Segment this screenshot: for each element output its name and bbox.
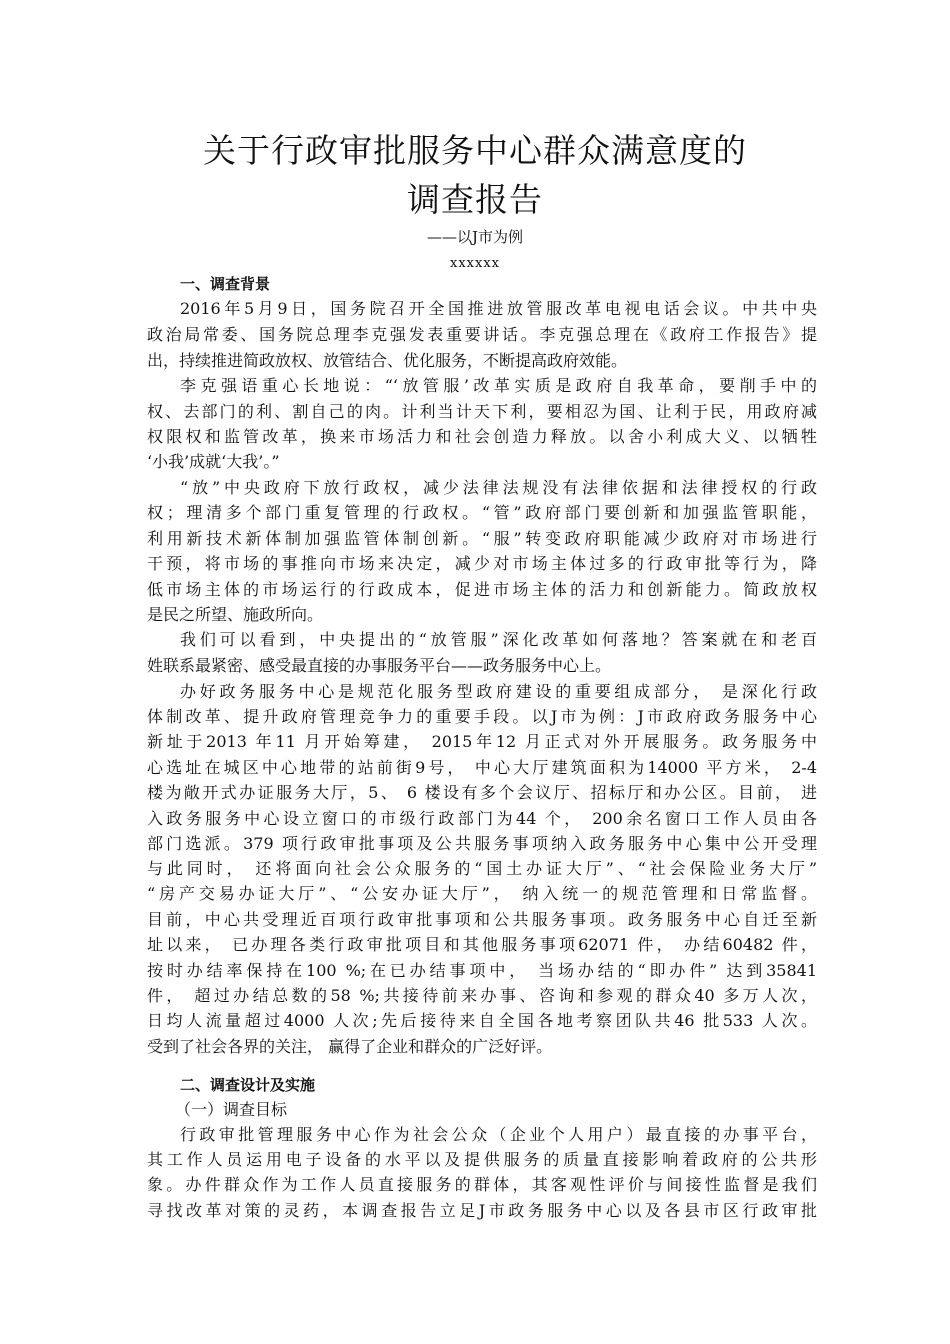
- paragraph-line: 体制改革、提升政府管理竞争力的重要手段。以J市为例：J市政府政务服务中心: [147, 707, 817, 726]
- paragraph-line: 出，持续推进简政放权、放管结合、优化服务，不断提高政府效能。: [147, 351, 628, 370]
- paragraph-line: 办好政务服务中心是规范化服务型政府建设的重要组成部分， 是深化行政: [180, 682, 817, 701]
- paragraph-line: ‘小我’成就‘大我’。”: [147, 452, 280, 471]
- paragraph-line: 按时办结率保持在100 %;在已办结事项中， 当场办结的“即办件” 达到35841: [147, 961, 817, 980]
- paragraph-line: 址以来， 已办理各类行政审批项目和其他服务事项62071 件， 办结60482 件，: [147, 935, 817, 954]
- paragraph-line: 其工作人员运用电子设备的水平以及提供服务的质量直接影响着政府的公共形: [147, 1150, 817, 1169]
- paragraph-line: 部门选派。379 项行政审批事项及公共服务事项纳入政务服务中心集中公开受理: [147, 834, 817, 853]
- document-author: xxxxxx: [450, 256, 500, 271]
- paragraph-line: 寻找改革对策的灵药，本调查报告立足J市政务服务中心以及各县市区行政审批: [147, 1201, 817, 1220]
- section-2-subheading: （一）调查目标: [175, 1100, 288, 1119]
- paragraph-line: 权限权和监管改革，换来市场活力和社会创造力释放。以舍小利成大义、以牺牲: [147, 427, 817, 446]
- paragraph-line: 新址于2013 年11 月开始筹建， 2015年12 月正式对外开展服务。政务服务中: [147, 732, 817, 751]
- paragraph-line: 象。办件群众作为工作人员直接服务的群体，其客观性评价与间接性监督是我们: [147, 1175, 817, 1194]
- paragraph-line: 与此同时， 还将面向社会公众服务的“国土办证大厅”、“社会保险业务大厅”: [147, 859, 817, 878]
- paragraph-line: 心选址在城区中心地带的站前街9号， 中心大厅建筑面积为14000 平方米， 2-4: [147, 758, 817, 777]
- paragraph-line: 利用新技术新体制加强监管体制创新。“服”转变政府职能减少政府对市场进行: [147, 529, 817, 548]
- document-title-line-1: 关于行政审批服务中心群众满意度的: [203, 131, 747, 170]
- paragraph-line: 低市场主体的市场运行的行政成本，促进市场主体的活力和创新能力。简政放权: [147, 580, 817, 599]
- document-subtitle: ——以J市为例: [426, 228, 523, 246]
- paragraph-line: “房产交易办证大厅”、“公安办证大厅”， 纳入统一的规范管理和日常监督。: [147, 884, 817, 903]
- paragraph-line: 权、去部门的利、割自己的肉。计利当计天下利，要相忍为国、让利于民，用政府减: [147, 402, 817, 421]
- paragraph-line: 行政审批管理服务中心作为社会公众（企业个人用户）最直接的办事平台，: [180, 1125, 817, 1144]
- paragraph-line: 权；理清多个部门重复管理的行政权。“管”政府部门要创新和加强监管职能，: [147, 503, 817, 522]
- paragraph-line: 楼为敞开式办证服务大厅，5、 6 楼设有多个会议厅、招标厅和办公区。目前， 进: [147, 783, 817, 802]
- paragraph-line: 政治局常委、国务院总理李克强发表重要讲话。李克强总理在《政府工作报告》提: [147, 325, 817, 344]
- paragraph-line: 2016年5月9日，国务院召开全国推进放管服改革电视电话会议。中共中央: [180, 299, 817, 318]
- paragraph-line: 是民之所望、施政所向。: [147, 605, 324, 624]
- paragraph-line: 日均人流量超过4000 人次;先后接待来自全国各地考察团队共46 批533 人次。: [147, 1011, 817, 1030]
- paragraph-line: 件， 超过办结总数的58 %;共接待前来办事、咨询和参观的群众40 多万人次，: [147, 986, 817, 1005]
- section-2-heading: 二、调查设计及实施: [180, 1076, 316, 1094]
- paragraph-line: 我们可以看到，中央提出的“放管服”深化改革如何落地？答案就在和老百: [180, 630, 817, 649]
- paragraph-line: 李克强语重心长地说：“‘放管服’改革实质是政府自我革命，要削手中的: [180, 376, 817, 395]
- paragraph-line: 姓联系最紧密、感受最直接的办事服务平台——政务服务中心上。: [147, 656, 612, 675]
- paragraph-line: 目前，中心共受理近百项行政审批事项和公共服务事项。政务服务中心自迁至新: [147, 910, 817, 929]
- document-title-line-2: 调查报告: [407, 180, 543, 219]
- paragraph-line: 干预，将市场的事推向市场来决定，减少对市场主体过多的行政审批等行为，降: [147, 554, 817, 573]
- paragraph-line: 受到了社会各界的关注， 赢得了企业和群众的广泛好评。: [147, 1037, 553, 1056]
- paragraph-line: 入政务服务中心设立窗口的市级行政部门为44 个， 200余名窗口工作人员由各: [147, 809, 817, 828]
- section-1-heading: 一、调查背景: [180, 275, 271, 293]
- paragraph-line: “放”中央政府下放行政权，减少法律法规没有法律依据和法律授权的行政: [180, 478, 817, 497]
